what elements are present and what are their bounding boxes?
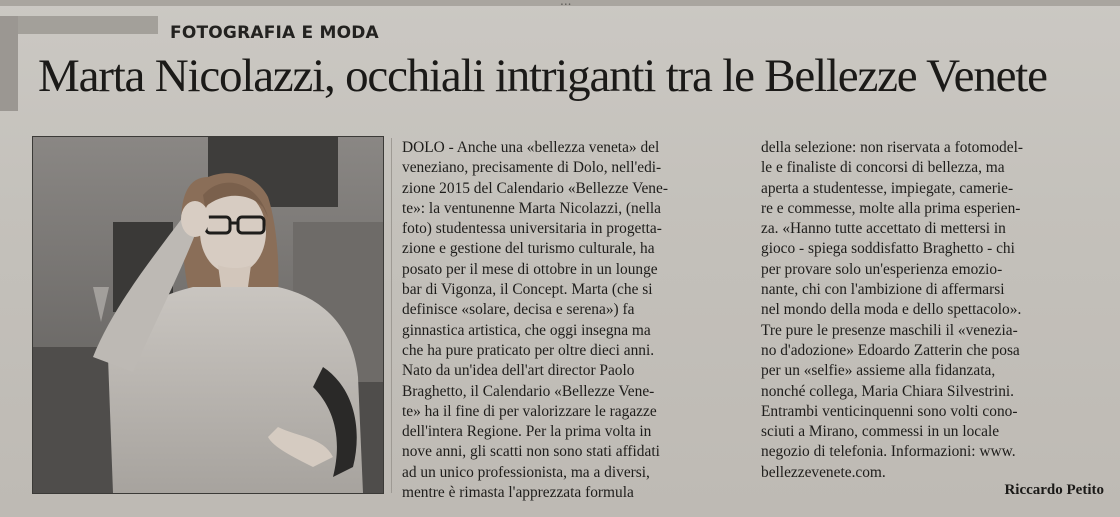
byline: Riccardo Petito: [1004, 482, 1104, 498]
text-line: della selezione: non riservata a fotomodel-: [761, 139, 1023, 156]
text-line: bar di Vigonza, il Concept. Marta (che si: [402, 281, 653, 299]
text-line: definisce «solare, decisa e serena») fa: [402, 301, 635, 319]
text-line: za. «Hanno tutte accettato di mettersi in: [761, 220, 1006, 238]
text-line: le e finaliste di concorsi di bellezza, ma: [761, 159, 1005, 177]
section-tab-bar: [0, 16, 18, 111]
text-line: mentre è rimasta l'apprezzata formula: [402, 484, 634, 502]
text-line: Braghetto, il Calendario «Bellezze Vene-: [402, 382, 655, 400]
text-line: re e commesse, molte alla prima esperien-: [761, 199, 1021, 217]
text-line: te» ha il fine di per valorizzare le ragazze: [402, 402, 657, 420]
text-line: foto) studentessa universitaria in progetta-: [402, 220, 662, 238]
column-divider: [391, 138, 392, 493]
article-column-2: [761, 138, 1107, 483]
section-label: FOTOGRAFIA E MODA: [170, 23, 379, 43]
top-fragment: ...: [560, 0, 572, 8]
text-line: che ha pure praticato per oltre dieci anni.: [402, 341, 655, 359]
section-tab-top: [18, 16, 158, 34]
article-photo: [32, 136, 384, 494]
text-line: nante, chi con l'ambizione di affermarsi: [761, 281, 1005, 299]
text-line: bellezzevenete.com.: [761, 463, 886, 481]
text-line: Entrambi venticinquenni sono volti cono-: [761, 402, 1018, 420]
text-line: per un «selfie» assieme alla fidanzata,: [761, 362, 996, 380]
text-line: ad un unico professionista, ma a diversi,: [402, 463, 650, 481]
text-line: per provare solo un'esperienza emozio-: [761, 260, 1003, 278]
text-line: nonché collega, Maria Chiara Silvestrini.: [761, 382, 1015, 400]
text-line: sciuti a Mirano, commessi in un locale: [761, 423, 1000, 441]
text-line: te»: la ventunenne Marta Nicolazzi, (nella: [402, 199, 661, 217]
text-line: zione e gestione del turismo culturale, ha: [402, 240, 655, 258]
text-line: zione 2015 del Calendario «Bellezze Vene-: [402, 179, 668, 197]
text-line: no d'adozione» Edoardo Zatterin che posa: [761, 341, 1020, 359]
text-line: negozio di telefonia. Informazioni: www.: [761, 443, 1016, 461]
text-line: DOLO - Anche una «bellezza veneta» del: [402, 139, 660, 156]
article-column-1: [402, 138, 738, 503]
headline: Marta Nicolazzi, occhiali intriganti tra le Bellezze Venete: [38, 50, 1047, 102]
text-line: gioco - spiega soddisfatto Braghetto - chi: [761, 240, 1015, 258]
text-line: nel mondo della moda e dello spettacolo».: [761, 301, 1022, 319]
text-line: dell'intera Regione. Per la prima volta in: [402, 423, 652, 441]
text-line: aperta a studentesse, impiegate, camerie-: [761, 179, 1014, 197]
text-line: veneziano, precisamente di Dolo, nell'edi-: [402, 159, 662, 177]
text-line: posato per il mese di ottobre in un lounge: [402, 260, 658, 278]
text-line: Nato da un'idea dell'art director Paolo: [402, 362, 635, 380]
text-line: Tre pure le presenze maschili il «venezia-: [761, 321, 1018, 339]
text-line: nove anni, gli scatti non sono stati affidati: [402, 443, 660, 461]
text-line: ginnastica artistica, che oggi insegna ma: [402, 321, 651, 339]
